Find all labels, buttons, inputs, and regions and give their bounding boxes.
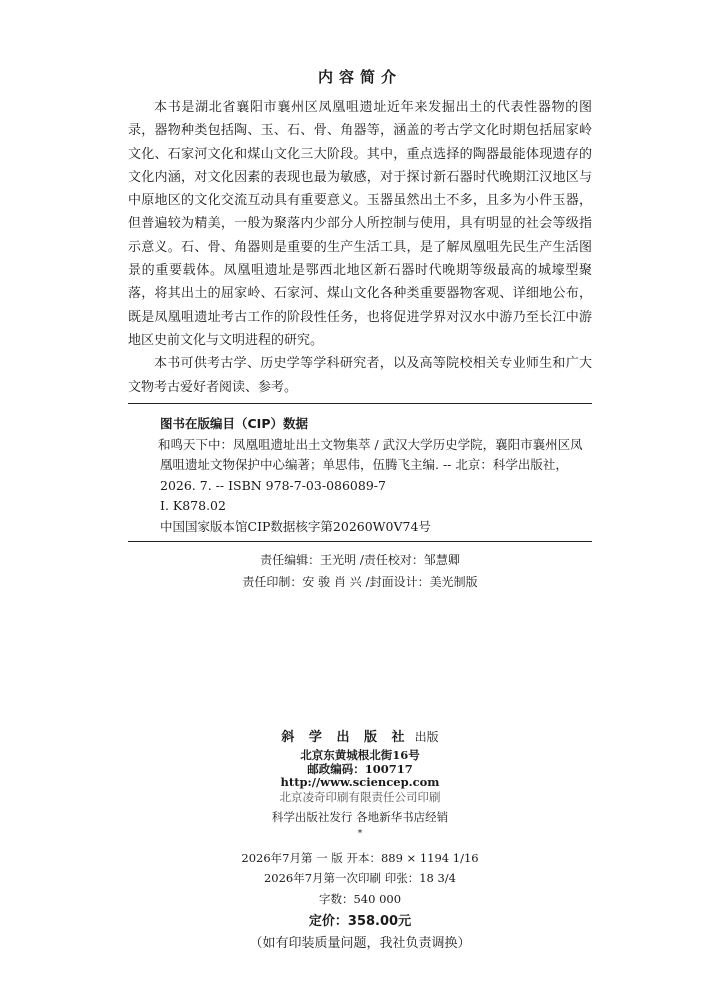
word-count: 字数：540 000 [318, 892, 402, 906]
credits-line-2: 责任印制：安 骏 肖 兴 /封面设计：美光制版 [242, 575, 478, 589]
printer-line: 北京凌奇印刷有限责任公司印刷 [279, 790, 441, 804]
intro-title: 内容简介 [317, 68, 402, 86]
cip-record-number: 中国国家版本馆CIP数据核字第20260W0V74号 [160, 518, 431, 534]
cip-entry: 和鸣天下中：凤凰咀遗址出土文物集萃 / 武汉大学历史学院，襄阳市襄州区凤凰咀遗址文物保护中心编著；单思伟，伍腾飞主编. -- 北京：科学出版社，2026. 7. -- ISBN 978-7-03-086089-7 [158, 436, 583, 493]
price: 定价：358.00元 [308, 914, 412, 929]
divider-top [128, 403, 592, 404]
cip-heading: 图书在版编目（CIP）数据 [160, 416, 308, 431]
divider-bottom [128, 541, 592, 542]
publisher-postcode: 邮政编码：100717 [307, 762, 413, 776]
publisher-name [0, 726, 720, 745]
credits-line-1: 责任编辑：王光明 /责任校对：邹慧卿 [260, 553, 460, 567]
intro-body [128, 96, 592, 399]
publisher-website: http://www.sciencep.com [280, 775, 440, 789]
printing-line: 2026年7月第一次印刷 印张：18 3/4 [263, 871, 457, 885]
publisher-address: 北京东黄城根北街16号 [300, 748, 420, 762]
publisher-suffix: 出版 [414, 730, 439, 744]
cip-classification: Ⅰ. K878.02 [160, 498, 226, 513]
distribution-line: 科学出版社发行 各地新华书店经销 [271, 810, 449, 824]
cip-block [160, 414, 592, 537]
edition-line: 2026年7月第 一 版 开本：889 × 1194 1/16 [241, 851, 479, 865]
separator-asterisk: * [357, 829, 363, 839]
publisher-logo-text: 斜 学 出 版 社 [281, 730, 410, 745]
quality-notice: （如有印装质量问题，我社负责调换） [249, 936, 471, 951]
intro-paragraph-2: 本书可供考古学、历史学等学科研究者，以及高等院校相关专业师生和广大文物考古爱好者阅读、参考。 [128, 356, 592, 395]
intro-paragraph-1: 本书是湖北省襄阳市襄州区凤凰咀遗址近年来发掘出土的代表性器物的图录，器物种类包括陶、玉、石、骨、角器等，涵盖的考古学文化时期包括屈家岭文化、石家河文化和煤山文化三大阶段。其中，重点选择的陶器最能体现遗存的文化内涵，对文化因素的表现也最为敏感，对于探讨新石器时代晚期江汉地区与中原地区的文化交流互动具有重要意义。玉器虽然出土不多，且多为小件玉器，但普遍较为精美，一般为聚落内少部分人所控制与使用，具有明显的社会等级指示意义。石、骨、角器则是重要的生产生活工具，是了解凤凰咀先民生产生活图景的重要载体。凤凰咀遗址是鄂西北地区新石器时代晚期等级最高的城壕型聚落，将其出土的屈家岭、石家河、煤山文化各种类重要器物客观、详细地公布，既是凤凰咀遗址考古工作的阶段性任务，也将促进学界对汉水中游乃至长江中游地区史前文化与文明进程的研究。 [128, 100, 592, 348]
